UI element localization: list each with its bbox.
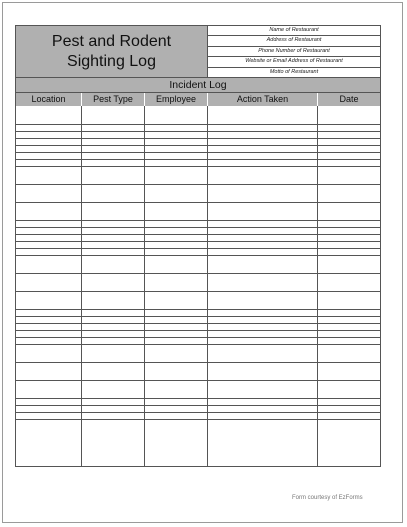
incident-log-heading: Incident Log — [15, 78, 381, 93]
grid-row-line — [16, 152, 380, 153]
grid-row-line — [16, 291, 380, 292]
restaurant-website-field: Website or Email Address of Restaurant — [208, 57, 380, 67]
restaurant-name-field: Name of Restaurant — [208, 26, 380, 36]
restaurant-motto-field: Motto of Restaurant — [269, 68, 319, 75]
grid-row-line — [16, 159, 380, 160]
column-header-pest-type: Pest Type — [82, 93, 145, 106]
grid-row-line — [16, 309, 380, 310]
grid-row-line — [16, 184, 380, 185]
grid-row-line — [16, 234, 380, 235]
restaurant-info — [208, 26, 380, 77]
grid-row-line — [16, 248, 380, 249]
column-header-action-taken: Action Taken — [208, 93, 318, 106]
grid-row-line — [16, 241, 380, 242]
form-header — [15, 25, 381, 78]
grid-row-line — [16, 362, 380, 363]
restaurant-phone-field: Phone Number of Restaurant — [208, 47, 380, 57]
column-header-location: Location — [16, 93, 82, 106]
title-line-2: Sighting Log — [67, 52, 156, 70]
grid-row-line — [16, 273, 380, 274]
form-page — [2, 2, 403, 523]
grid-row-line — [16, 337, 380, 338]
grid-row-line — [16, 145, 380, 146]
grid-row-line — [16, 330, 380, 331]
grid-row-line — [16, 398, 380, 399]
grid-row-line — [16, 202, 380, 203]
incident-log-grid — [15, 106, 381, 467]
grid-row-line — [16, 138, 380, 139]
grid-row-line — [16, 220, 380, 221]
title-line-1: Pest and Rodent — [51, 32, 172, 50]
grid-row-line — [16, 166, 380, 167]
grid-row-line — [16, 419, 380, 420]
restaurant-address-field: Address of Restaurant — [208, 36, 380, 46]
grid-row-line — [16, 124, 380, 125]
grid-row-line — [16, 316, 380, 317]
grid-row-line — [16, 255, 380, 256]
grid-row-line — [16, 405, 380, 406]
form-title — [16, 26, 208, 77]
grid-bottom-line — [16, 466, 380, 467]
column-header-date: Date — [339, 94, 359, 104]
footer-credit: Form courtesy of EzForms — [292, 495, 363, 501]
column-header-employee: Employee — [145, 93, 208, 106]
grid-row-line — [16, 412, 380, 413]
grid-row-line — [16, 131, 380, 132]
grid-row-line — [16, 344, 380, 345]
grid-row-line — [16, 380, 380, 381]
column-headers — [15, 93, 381, 106]
grid-row-line — [16, 323, 380, 324]
grid-row-line — [16, 227, 380, 228]
